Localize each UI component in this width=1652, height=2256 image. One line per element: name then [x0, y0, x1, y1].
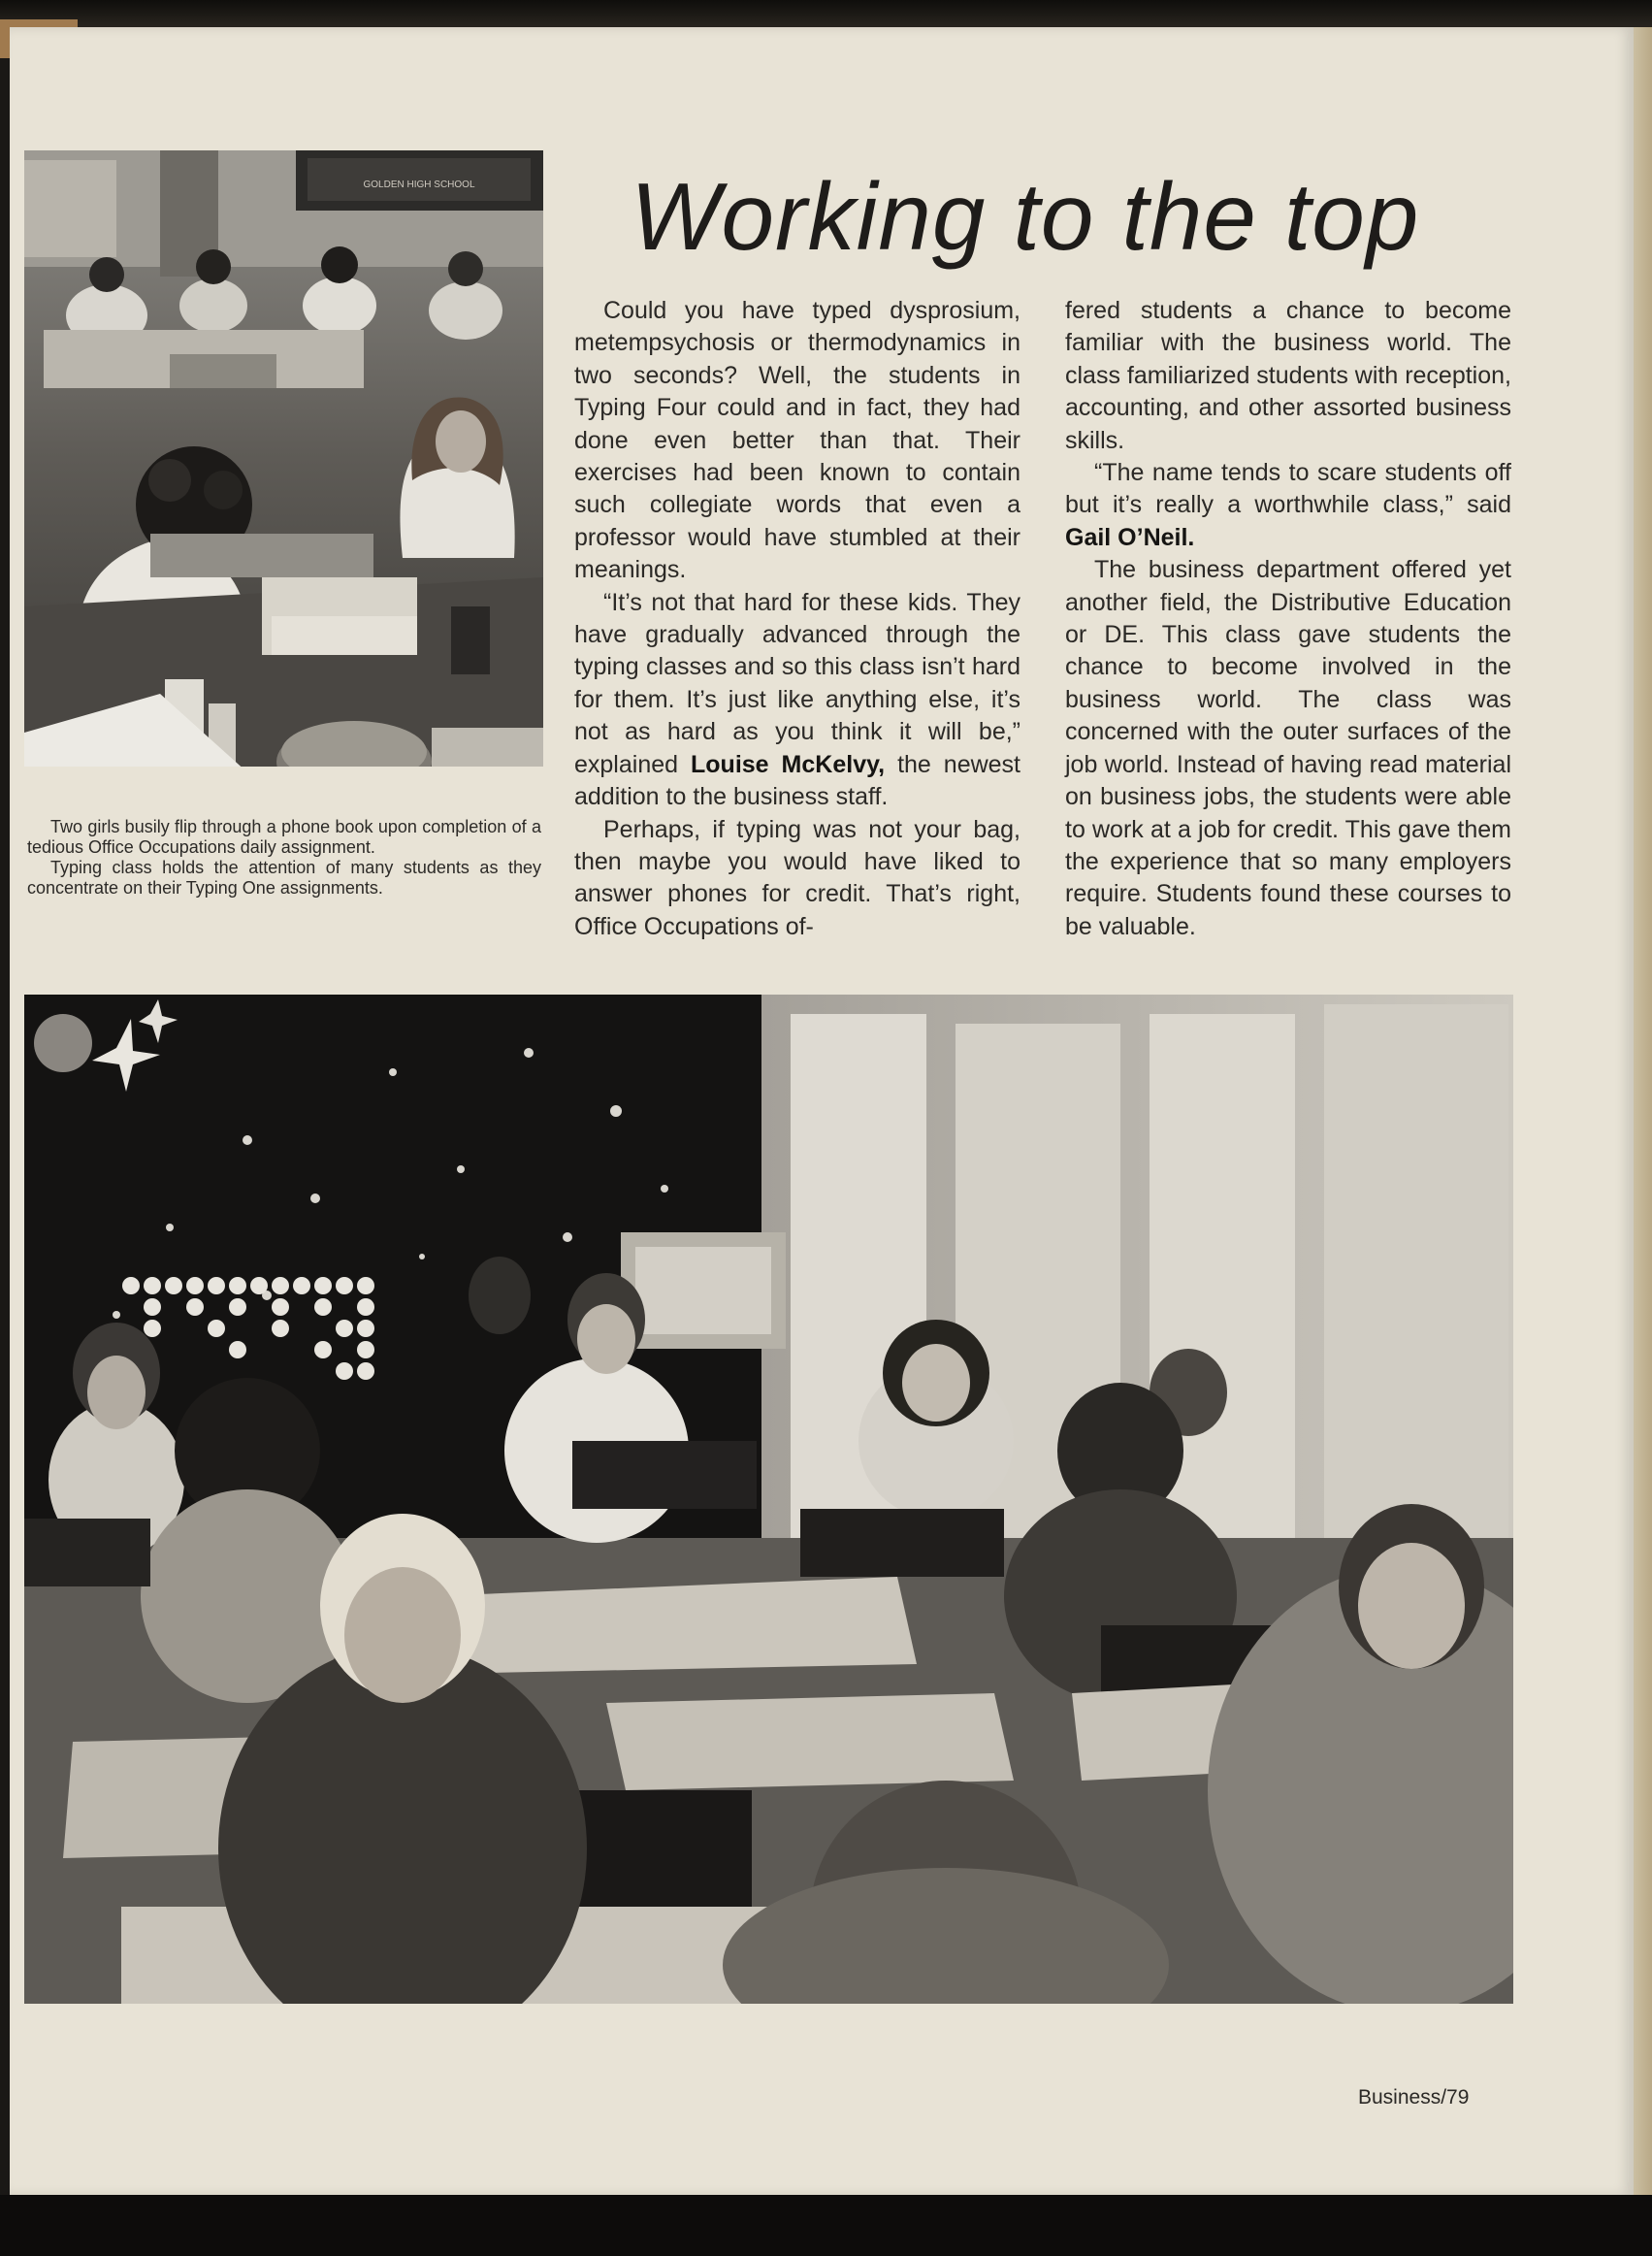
office-occupations-photo: [24, 150, 543, 767]
name-gail-oneil: Gail O’Neil.: [1065, 523, 1195, 551]
quote-mckelvy: “It’s not that hard for these kids. They have gradually advanced through the typing classes and so this class isn’t hard for them. It’s just like anything else, it’s not as hard as you think it will be,” explained: [574, 588, 1020, 778]
typing-class-photo: [24, 995, 1513, 2004]
article-paragraph-2: [574, 587, 1020, 814]
office-occupations-photo-drawing: [24, 150, 543, 767]
name-louise-mckelvy: Louise McKelvy,: [691, 750, 886, 778]
article-column-1: [574, 295, 1020, 943]
mckelvy-description: the newest addition to the business staff.: [574, 750, 1021, 811]
photo-captions: [27, 817, 541, 899]
caption-office-occupations: Two girls busily flip through a phone book upon completion of a tedious Office Occupations daily assignment.: [27, 817, 541, 857]
page-edge-shadow: [1634, 27, 1652, 2196]
article-column-2: [1065, 295, 1511, 943]
golden-high-school-sign: GOLDEN HIGH SCHOOL: [363, 180, 475, 190]
typing-class-photo-drawing: [24, 995, 1513, 2004]
caption-typing-class: Typing class holds the attention of many students as they concentrate on their Typing One assignments.: [27, 858, 541, 898]
article-paragraph-3-end: fered students a chance to become familiar with the business world. The class familiarized students with reception, accounting, and other assorted business skills.: [1065, 297, 1511, 454]
page-headline: Working to the top: [631, 163, 1420, 270]
scan-top-border: [0, 0, 1652, 29]
article-paragraph-1: Could you have typed dysprosium, metempsychosis or thermodynamics in two seconds? Well, the students in Typing Four could and in fact, they had done even better than that. Their exercises had been known to contain such collegiate words that even a professor would have stumbled at their meanings.: [574, 297, 1020, 584]
quote-oneil: “The name tends to scare students off but it’s really a worthwhile class,” said: [1065, 459, 1511, 519]
article-paragraph-5: The business department offered yet another field, the Distributive Education or DE. This class gave students the chance to become involved in the business world. The class was concerned with the outer surfaces of the job world. Instead of having read material on business jobs, the students were able to work at a job for credit. This gave them the experience that so many employers require. Students found these courses to be valuable.: [1065, 556, 1511, 940]
article-paragraph-3-start: Perhaps, if typing was not your bag, then maybe you would have liked to answer phones for credit. That’s right, Office Occupations of-: [574, 815, 1020, 940]
page-folio: Business/79: [1358, 2086, 1470, 2109]
scan-bottom-border: [0, 2195, 1652, 2256]
article-paragraph-4: [1065, 457, 1511, 554]
